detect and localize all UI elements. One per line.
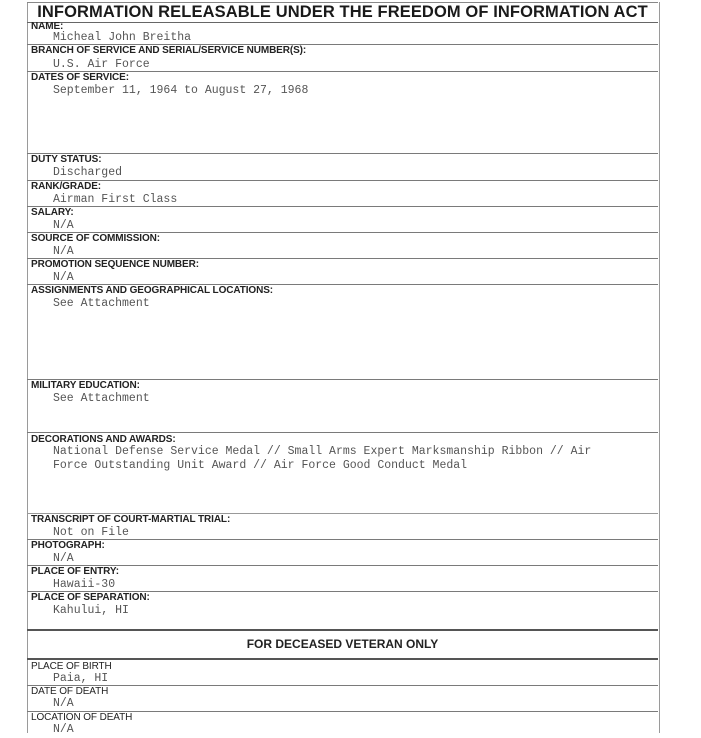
field-dates-of-service — [27, 72, 658, 154]
field-label: DUTY STATUS: — [31, 154, 102, 165]
field-value: N/A — [53, 723, 74, 736]
field-label: MILITARY EDUCATION: — [31, 380, 140, 391]
field-value: Hawaii-30 — [53, 578, 116, 591]
field-source-of-commission — [27, 233, 658, 259]
field-place-of-entry — [27, 566, 658, 592]
field-label: PLACE OF SEPARATION: — [31, 592, 150, 603]
field-value: See Attachment — [53, 297, 150, 310]
field-date-of-death — [27, 686, 658, 712]
field-label: PLACE OF ENTRY: — [31, 566, 119, 577]
field-value: Airman First Class — [53, 193, 178, 206]
field-value: See Attachment — [53, 392, 150, 405]
field-military-education — [27, 380, 658, 433]
field-value: Kahului, HI — [53, 604, 129, 617]
field-label: ASSIGNMENTS AND GEOGRAPHICAL LOCATIONS: — [31, 285, 274, 296]
field-location-of-death — [27, 712, 658, 738]
field-label: BRANCH OF SERVICE AND SERIAL/SERVICE NUMBER(S): — [31, 45, 307, 56]
field-value: September 11, 1964 to August 27, 1968 — [53, 84, 309, 97]
field-value: Discharged — [53, 166, 123, 179]
field-place-of-separation — [27, 592, 658, 629]
field-value: Paia, HI — [53, 672, 109, 685]
field-decorations-awards — [27, 433, 658, 514]
foia-form — [27, 0, 659, 736]
field-court-martial-transcript — [27, 514, 658, 540]
field-label: PROMOTION SEQUENCE NUMBER: — [31, 259, 199, 270]
field-label: NAME: — [31, 21, 64, 32]
field-label: PLACE OF BIRTH — [31, 661, 112, 672]
field-label: SALARY: — [31, 207, 74, 218]
field-name — [27, 21, 658, 45]
field-assignments-locations — [27, 285, 658, 380]
field-promotion-sequence-number — [27, 259, 658, 285]
field-label: PHOTOGRAPH: — [31, 540, 105, 551]
field-value: U.S. Air Force — [53, 58, 150, 71]
field-duty-status — [27, 154, 658, 181]
field-photograph — [27, 540, 658, 566]
field-label: TRANSCRIPT OF COURT-MARTIAL TRIAL: — [31, 514, 231, 525]
field-value: N/A — [53, 697, 74, 710]
field-label: LOCATION OF DEATH — [31, 712, 133, 723]
field-label: SOURCE OF COMMISSION: — [31, 233, 161, 244]
deceased-section-heading: FOR DECEASED VETERAN ONLY — [27, 629, 658, 660]
field-rank-grade — [27, 181, 658, 207]
field-label: DATE OF DEATH — [31, 686, 109, 697]
field-value: N/A — [53, 219, 74, 232]
field-place-of-birth — [27, 660, 658, 686]
field-value: Not on File — [53, 526, 129, 539]
field-value: N/A — [53, 552, 74, 565]
field-value: Micheal John Breitha — [53, 31, 192, 44]
field-value: National Defense Service Medal // Small Arms Expert Marksmanship Ribbon // Air Force Outstanding Unit Award // Air Force Good Conduct Medal — [53, 445, 592, 472]
field-value: N/A — [53, 245, 74, 258]
field-branch-of-service — [27, 45, 658, 72]
field-value: N/A — [53, 271, 74, 284]
field-label: RANK/GRADE: — [31, 181, 102, 192]
field-label: DECORATIONS AND AWARDS: — [31, 434, 176, 445]
field-label: DATES OF SERVICE: — [31, 72, 129, 83]
field-salary — [27, 207, 658, 233]
form-title: INFORMATION RELEASABLE UNDER THE FREEDOM OF INFORMATION ACT — [27, 2, 658, 23]
